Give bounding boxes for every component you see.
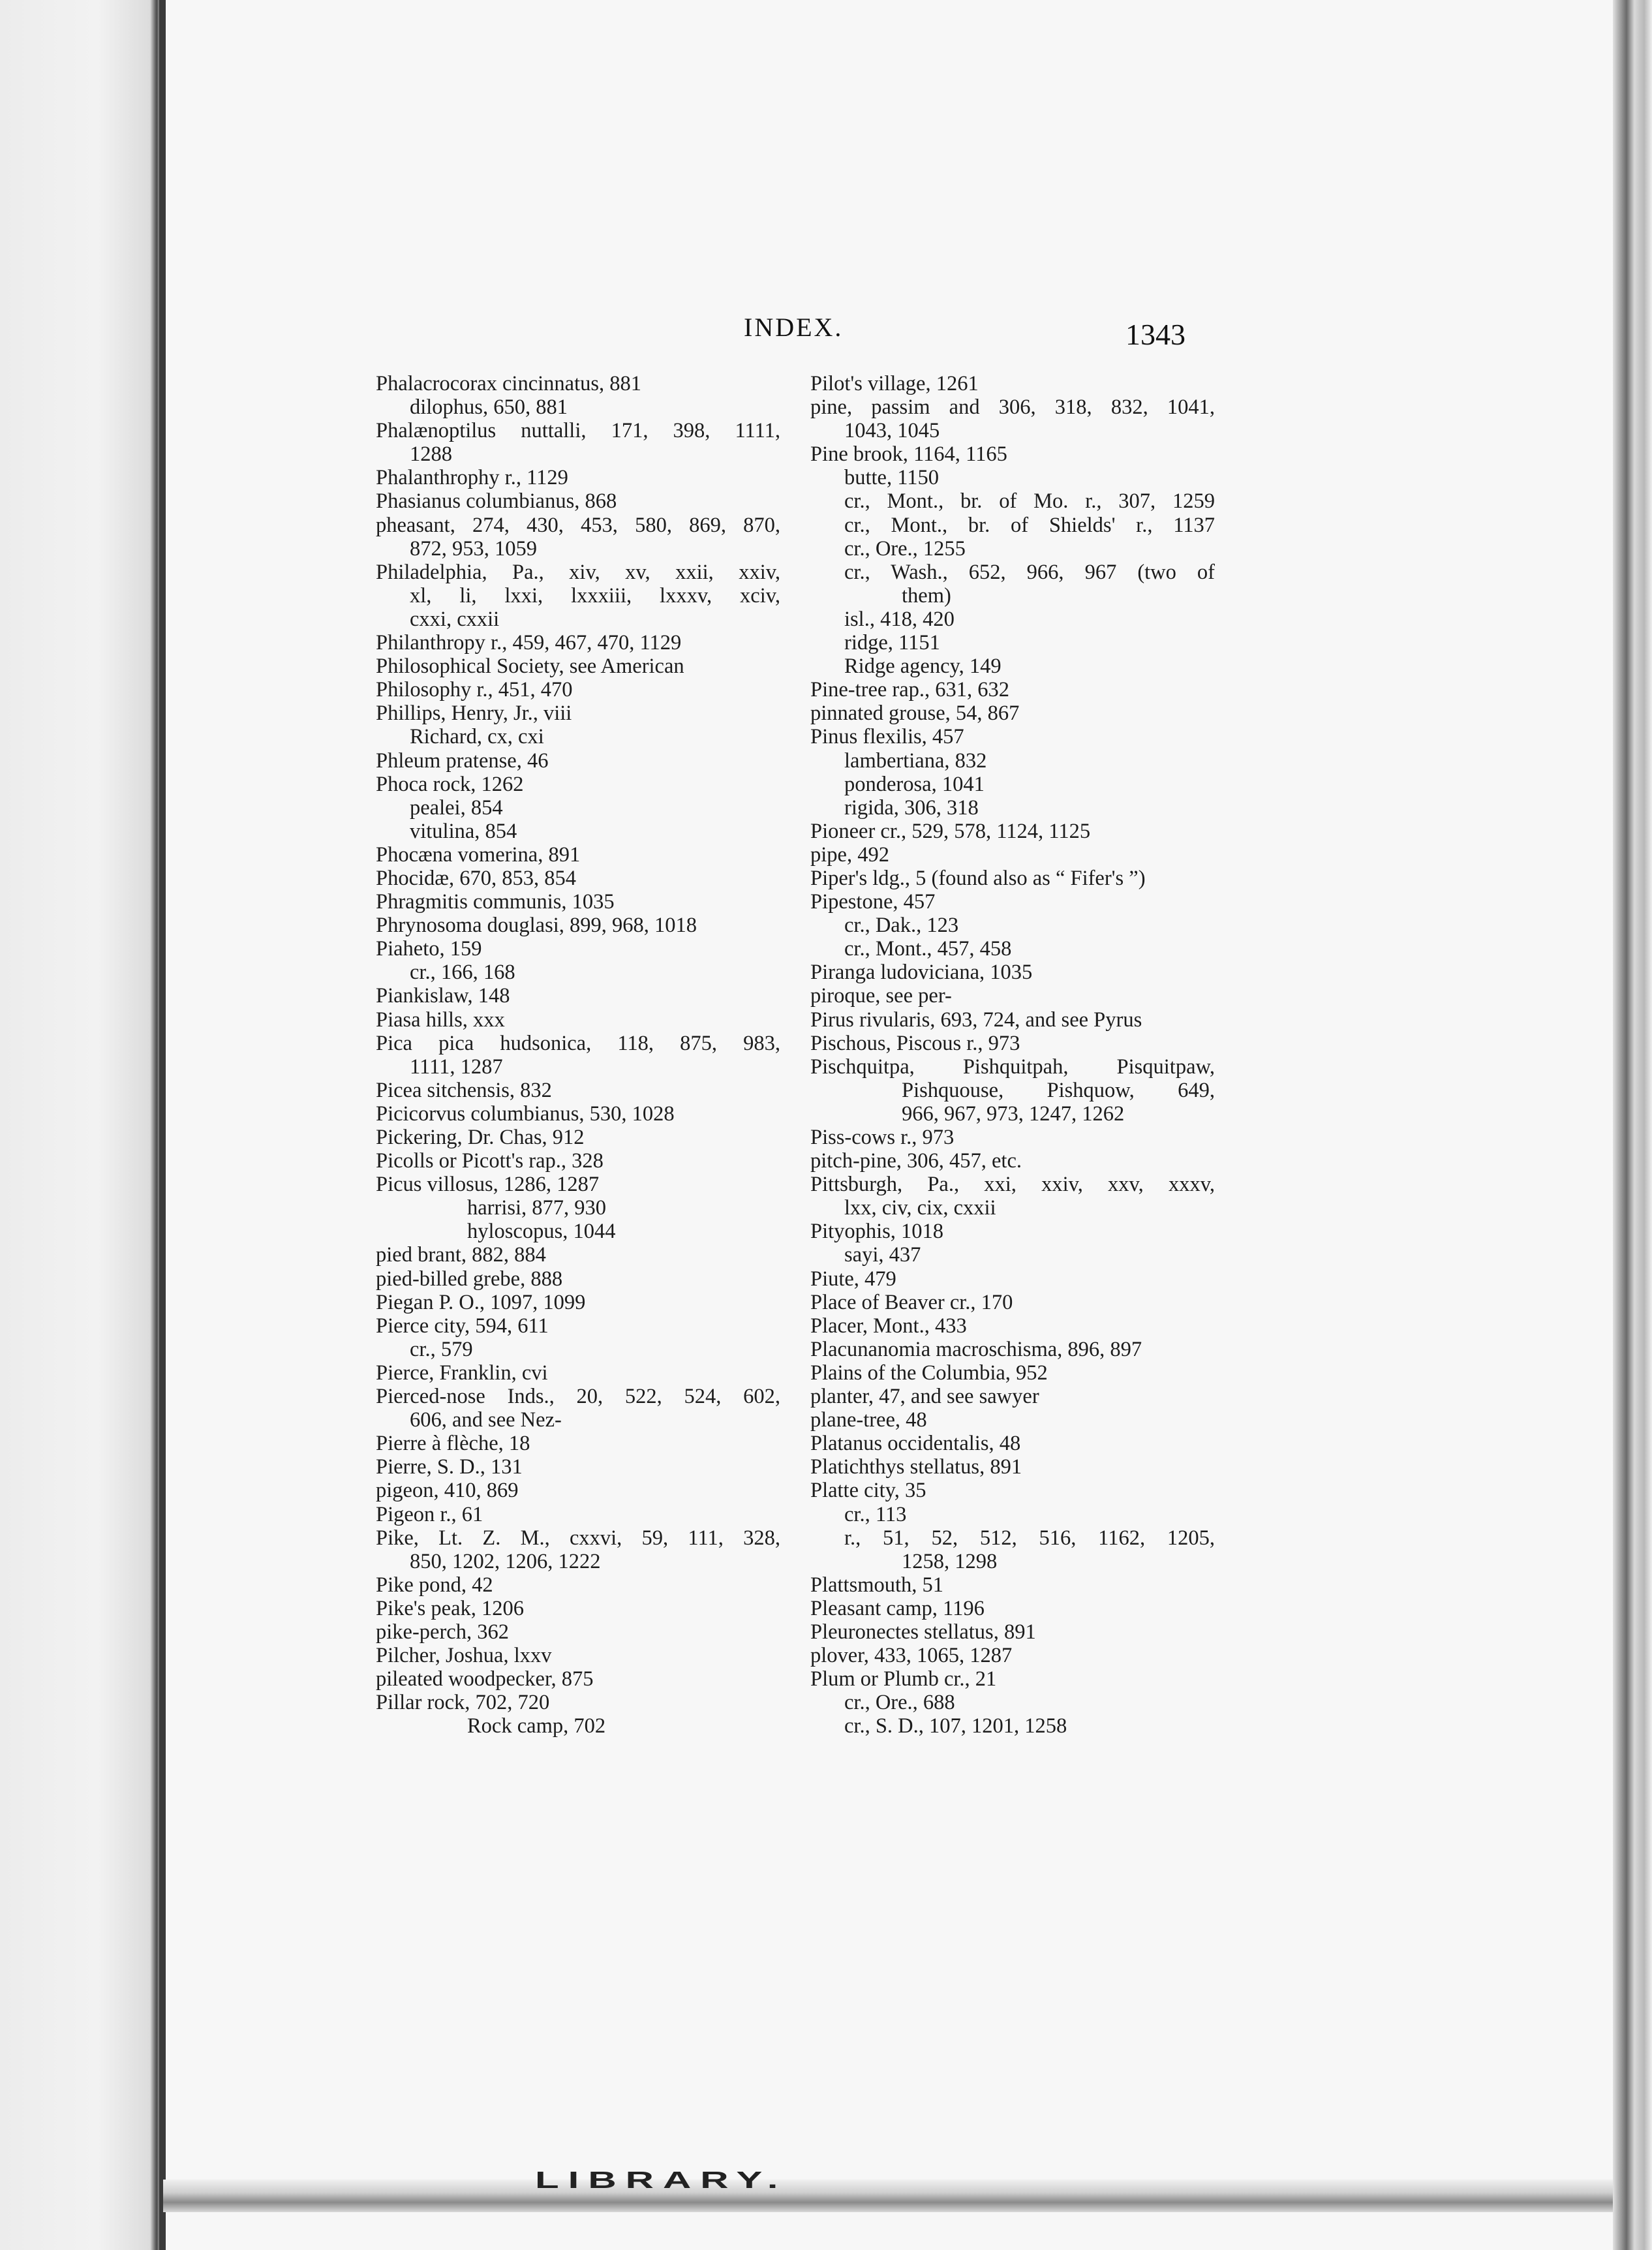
index-entry: Pirus rivularis, 693, 724, and see Pyrus	[810, 1008, 1142, 1032]
index-entry: Pine-tree rap., 631, 632	[810, 678, 1010, 702]
index-entry: xl, li, lxxi, lxxxiii, lxxxv, xciv,	[410, 583, 780, 608]
index-entry: cr., Dak., 123	[844, 914, 959, 938]
page-number: 1343	[1125, 318, 1185, 351]
index-entry: them)	[902, 583, 951, 608]
index-entry: Place of Beaver cr., 170	[810, 1290, 1013, 1314]
index-entry: Pierre, S. D., 131	[376, 1455, 523, 1479]
index-entry: Phleum pratense, 46	[376, 748, 549, 773]
index-entry: pileated woodpecker, 875	[376, 1667, 594, 1691]
index-entry: ponderosa, 1041	[844, 772, 985, 796]
index-entry: sayi, 437	[844, 1243, 921, 1267]
index-entry: 966, 967, 973, 1247, 1262	[902, 1102, 1125, 1126]
index-entry: cr., Mont., br. of Shields' r., 1137	[844, 513, 1215, 537]
index-entry: cr., 113	[844, 1502, 907, 1526]
index-entry: Phalænoptilus nuttalli, 171, 398, 1111,	[376, 419, 780, 443]
index-entry: Pilot's village, 1261	[810, 372, 979, 395]
index-entry: pheasant, 274, 430, 453, 580, 869, 870,	[376, 513, 780, 537]
index-entry: Pierce, Franklin, cvi	[376, 1361, 548, 1385]
index-entry: Piranga ludoviciana, 1035	[810, 961, 1033, 985]
index-entry: cr., Ore., 688	[844, 1691, 955, 1715]
page-right-edge	[1613, 0, 1652, 2250]
index-entry: plane-tree, 48	[810, 1408, 927, 1432]
index-entry: Richard, cx, cxi	[410, 725, 544, 749]
index-entry: Placunanomia macroschisma, 896, 897	[810, 1337, 1142, 1361]
index-entry: lambertiana, 832	[844, 748, 987, 773]
index-entry: 1111, 1287	[410, 1055, 503, 1079]
index-entry: pied brant, 882, 884	[376, 1243, 546, 1267]
index-entry: Picea sitchensis, 832	[376, 1078, 552, 1102]
index-entry: pinnated grouse, 54, 867	[810, 701, 1020, 726]
index-entry: piroque, see per-	[810, 984, 952, 1008]
index-entry: Pierre à flèche, 18	[376, 1432, 530, 1456]
index-entry: Phalacrocorax cincinnatus, 881	[376, 372, 642, 395]
index-entry: Pioneer cr., 529, 578, 1124, 1125	[810, 819, 1091, 843]
index-entry: Piankislaw, 148	[376, 984, 510, 1008]
index-entry: cr., Mont., 457, 458	[844, 937, 1012, 961]
index-entry: pipe, 492	[810, 842, 889, 867]
index-entry: cr., Mont., br. of Mo. r., 307, 1259	[844, 489, 1215, 514]
index-entry: Pleuronectes stellatus, 891	[810, 1620, 1036, 1644]
index-entry: Ridge agency, 149	[844, 655, 1002, 679]
index-entry: Philosophy r., 451, 470	[376, 678, 573, 702]
index-entry: Pittsburgh, Pa., xxi, xxiv, xxv, xxxv,	[810, 1173, 1215, 1197]
index-entry: vitulina, 854	[410, 819, 517, 843]
index-entry: rigida, 306, 318	[844, 795, 979, 820]
index-entry: pied-billed grebe, 888	[376, 1267, 563, 1291]
index-entry: Phalanthrophy r., 1129	[376, 466, 568, 490]
index-entry: Picus villosus, 1286, 1287	[376, 1173, 600, 1197]
binding-shadow	[159, 0, 166, 2250]
index-column-right	[810, 372, 1215, 1738]
index-entry: Phocæna vomerina, 891	[376, 842, 581, 867]
index-entry: dilophus, 650, 881	[410, 395, 568, 420]
index-entry: Pierced-nose Inds., 20, 522, 524, 602,	[376, 1385, 780, 1409]
index-entry: Pilcher, Joshua, lxxv	[376, 1644, 552, 1668]
index-entry: Pipestone, 457	[810, 890, 936, 914]
index-entry: Pityophis, 1018	[810, 1220, 944, 1244]
index-entry: pine, passim and 306, 318, 832, 1041,	[810, 395, 1215, 420]
index-entry: Pica pica hudsonica, 118, 875, 983,	[376, 1031, 780, 1055]
index-entry: Philosophical Society, see American	[376, 655, 684, 679]
index-entry: Piper's ldg., 5 (found also as “ Fifer's ”)	[810, 866, 1146, 890]
index-entry: Pischquitpa, Pishquitpah, Pisquitpaw,	[810, 1055, 1215, 1079]
index-entry: Pishquouse, Pishquow, 649,	[902, 1078, 1215, 1102]
page-left-edge	[0, 0, 163, 2250]
index-entry: hyloscopus, 1044	[467, 1220, 616, 1244]
index-entry: lxx, civ, cix, cxxii	[844, 1196, 996, 1220]
index-entry: Phragmitis communis, 1035	[376, 890, 615, 914]
index-entry: Piute, 479	[810, 1267, 896, 1291]
index-entry: Pike's peak, 1206	[376, 1596, 525, 1620]
index-entry: Piaheto, 159	[376, 937, 482, 961]
index-entry: Picicorvus columbianus, 530, 1028	[376, 1102, 675, 1126]
index-entry: Phocidæ, 670, 853, 854	[376, 866, 576, 890]
index-entry: Platichthys stellatus, 891	[810, 1455, 1022, 1479]
index-entry: Pine brook, 1164, 1165	[810, 442, 1007, 467]
index-entry: Pierce city, 594, 611	[376, 1314, 549, 1338]
index-entry: harrisi, 877, 930	[467, 1196, 607, 1220]
index-entry: isl., 418, 420	[844, 607, 955, 631]
index-entry: pigeon, 410, 869	[376, 1479, 519, 1503]
library-stamp: LIBRARY.	[535, 2166, 788, 2193]
index-entry: Rock camp, 702	[467, 1714, 606, 1738]
index-entry: 1043, 1045	[844, 419, 940, 443]
index-entry: Pigeon r., 61	[376, 1502, 483, 1526]
index-entry: Pinus flexilis, 457	[810, 725, 964, 749]
index-entry: cr., 579	[410, 1337, 473, 1361]
index-entry: Phillips, Henry, Jr., viii	[376, 701, 572, 726]
index-entry: Philadelphia, Pa., xiv, xv, xxii, xxiv,	[376, 560, 780, 584]
index-entry: Piasa hills, xxx	[376, 1008, 505, 1032]
index-entry: Phrynosoma douglasi, 899, 968, 1018	[376, 914, 697, 938]
index-entry: plover, 433, 1065, 1287	[810, 1644, 1013, 1668]
index-entry: Philanthropy r., 459, 467, 470, 1129	[376, 631, 682, 655]
index-entry: 872, 953, 1059	[410, 536, 537, 561]
index-column-left	[376, 372, 780, 1738]
index-entry: Pike pond, 42	[376, 1573, 493, 1597]
index-entry: Pillar rock, 702, 720	[376, 1691, 550, 1715]
index-entry: cr., Wash., 652, 966, 967 (two of	[844, 560, 1215, 584]
index-entry: planter, 47, and see sawyer	[810, 1385, 1039, 1409]
index-entry: Platte city, 35	[810, 1479, 926, 1503]
index-entry: r., 51, 52, 512, 516, 1162, 1205,	[844, 1526, 1215, 1550]
index-entry: 606, and see Nez-	[410, 1408, 562, 1432]
index-entry: cr., S. D., 107, 1201, 1258	[844, 1714, 1067, 1738]
page-bottom-edge	[163, 2180, 1613, 2212]
index-entry: cr., Ore., 1255	[844, 536, 966, 561]
index-entry: pealei, 854	[410, 795, 503, 820]
index-entry: butte, 1150	[844, 466, 940, 490]
index-entry: 850, 1202, 1206, 1222	[410, 1549, 601, 1573]
index-entry: 1258, 1298	[902, 1549, 998, 1573]
index-entry: Platanus occidentalis, 48	[810, 1432, 1021, 1456]
index-entry: pike-perch, 362	[376, 1620, 509, 1644]
index-entry: Piss-cows r., 973	[810, 1126, 955, 1149]
index-entry: Pickering, Dr. Chas, 912	[376, 1126, 585, 1149]
index-entry: cr., 166, 168	[410, 961, 515, 985]
index-entry: Piegan P. O., 1097, 1099	[376, 1290, 586, 1314]
index-entry: cxxi, cxxii	[410, 607, 500, 631]
index-entry: pitch-pine, 306, 457, etc.	[810, 1149, 1022, 1173]
index-entry: Plains of the Columbia, 952	[810, 1361, 1048, 1385]
index-entry: 1288	[410, 442, 452, 467]
index-entry: Pleasant camp, 1196	[810, 1596, 985, 1620]
index-entry: Phasianus columbianus, 868	[376, 489, 617, 514]
running-head: INDEX.	[744, 313, 844, 342]
index-entry: Placer, Mont., 433	[810, 1314, 967, 1338]
index-entry: Plum or Plumb cr., 21	[810, 1667, 997, 1691]
index-entry: ridge, 1151	[844, 631, 940, 655]
index-entry: Pike, Lt. Z. M., cxxvi, 59, 111, 328,	[376, 1526, 780, 1550]
index-entry: Phoca rock, 1262	[376, 772, 524, 796]
index-entry: Plattsmouth, 51	[810, 1573, 944, 1597]
index-entry: Picolls or Picott's rap., 328	[376, 1149, 604, 1173]
index-entry: Pischous, Piscous r., 973	[810, 1031, 1020, 1055]
